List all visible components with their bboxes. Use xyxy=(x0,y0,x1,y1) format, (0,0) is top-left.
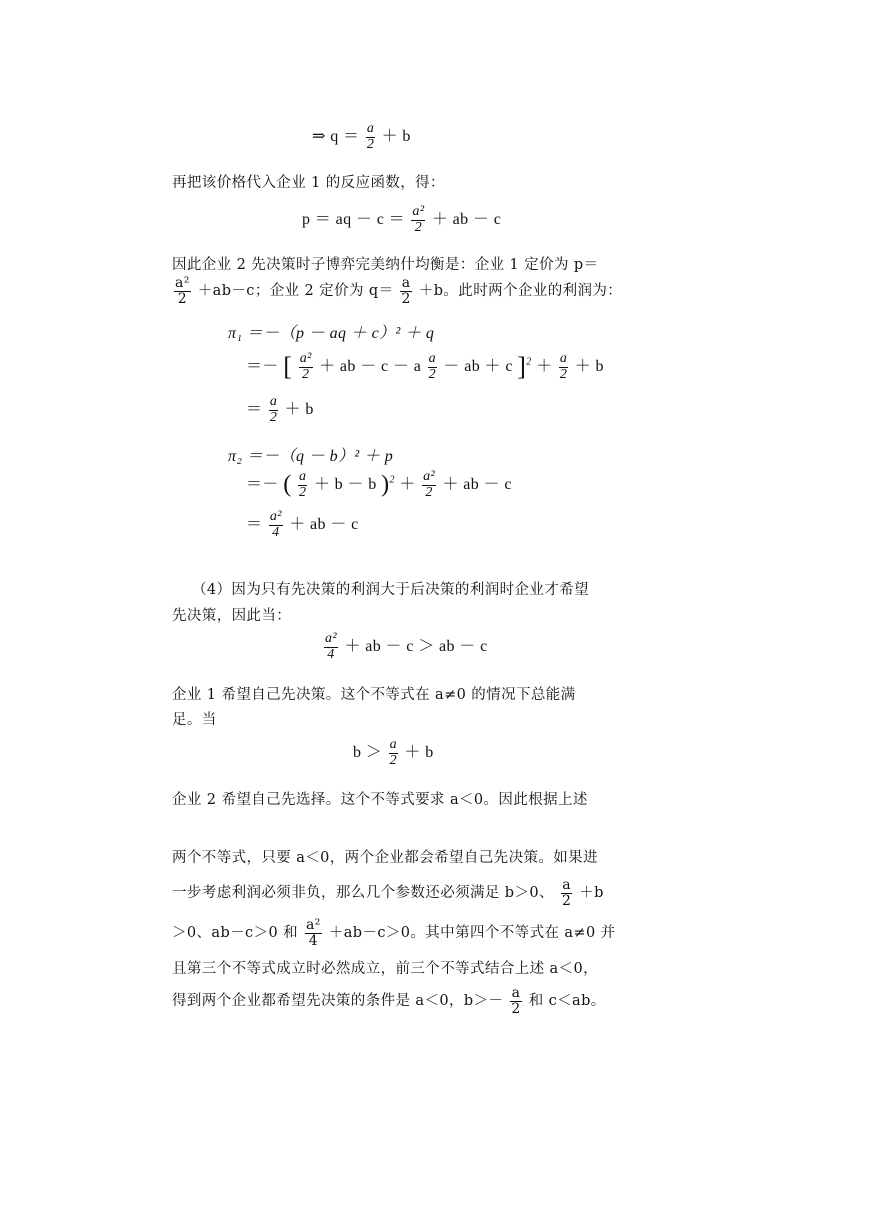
equation-q xyxy=(312,122,411,152)
paragraph-line: 先决策，因此当： xyxy=(172,608,292,624)
equation-pi2-line3: ＝ $\frac{\text{a²}}{4}$ ＋ ab － c xyxy=(246,509,359,540)
equation-inequality-2: b ＞ $\frac{a}{2}$ ＋ b xyxy=(353,737,434,768)
eq-text: ⇒ q ＝ xyxy=(312,127,360,145)
paragraph-line: 得到两个企业都希望先决策的条件是 a＜0，b＞－ $\frac{a}{2}$ 和 c＜ab。 xyxy=(172,985,606,1017)
paragraph-line: 企业 1 希望自己先决策。这个不等式在 a≠0 的情况下总能满 xyxy=(172,687,576,703)
paragraph-line: $\frac{\text{a²}}{2}$ ＋ab－c；企业 2 定价为 q＝ $\frac{a}{2}$ ＋b。此时两个企业的利润为： xyxy=(175,275,623,307)
paragraph-line: （4）因为只有先决策的利润大于后决策的利润时企业才希望 xyxy=(192,582,590,598)
eq-text: ＋ ab － c xyxy=(431,210,502,228)
fraction: $\frac{a}{2}$ xyxy=(366,121,375,152)
fraction: $\frac{a}{2}$ xyxy=(401,275,411,307)
paragraph-line: 足。当 xyxy=(172,712,217,728)
equation-pi1-line3: ＝ $\frac{a}{2}$ ＋ b xyxy=(246,394,314,425)
paragraph-line: 且第三个不等式成立时必然成立，前三个不等式结合上述 a＜0， xyxy=(172,961,598,977)
paragraph-line: 再把该价格代入企业 1 的反应函数，得： xyxy=(172,175,445,191)
fraction: $\frac{\text{a²}}{2}$ xyxy=(175,275,190,307)
fraction: $\frac{\text{a²}}{2}$ xyxy=(412,204,425,235)
eq-text: p ＝ aq － c ＝ xyxy=(302,210,406,228)
equation-inequality-1: $\frac{\text{a²}}{4}$ ＋ ab － c ＞ ab － c xyxy=(325,631,488,662)
paragraph-line: 两个不等式，只要 a＜0，两个企业都会希望自己先决策。如果进 xyxy=(172,850,598,866)
paragraph-line: ＞0、ab－c＞0 和 $\frac{\text{a²}}{4}$ ＋ab－c＞0。其中第四个不等式在 a≠0 并 xyxy=(172,917,616,949)
equation-pi2-line1: π₂ ＝－（q － b）² ＋ p xyxy=(228,448,394,465)
equation-p xyxy=(302,205,501,235)
equation-pi1-line1: π₁ ＝－（p － aq ＋ c）² ＋ q xyxy=(228,325,435,342)
equation-pi2-line2: ＝－ ( $\frac{a}{2}$ ＋ b － b )$^2$ ＋ $\frac{\text{a²}}{2}$ ＋ ab － c xyxy=(246,469,512,500)
paragraph-line: 因此企业 2 先决策时子博弈完美纳什均衡是：企业 1 定价为 p＝ xyxy=(172,257,599,273)
paragraph-line: 一步考虑利润必须非负，那么几个参数还必须满足 b＞0、 $\frac{a}{2}$ ＋b xyxy=(172,877,604,909)
equation-pi1-line2: ＝－ [ $\frac{\text{a²}}{2}$ ＋ ab － c － a $\frac{a}{2}$ － ab ＋ c ]$^2$ ＋ $\frac{a}{2}$ ＋ b xyxy=(246,351,604,382)
eq-text: ＋ b xyxy=(381,127,411,145)
paragraph-line: 企业 2 希望自己先选择。这个不等式要求 a＜0。因此根据上述 xyxy=(172,792,588,808)
